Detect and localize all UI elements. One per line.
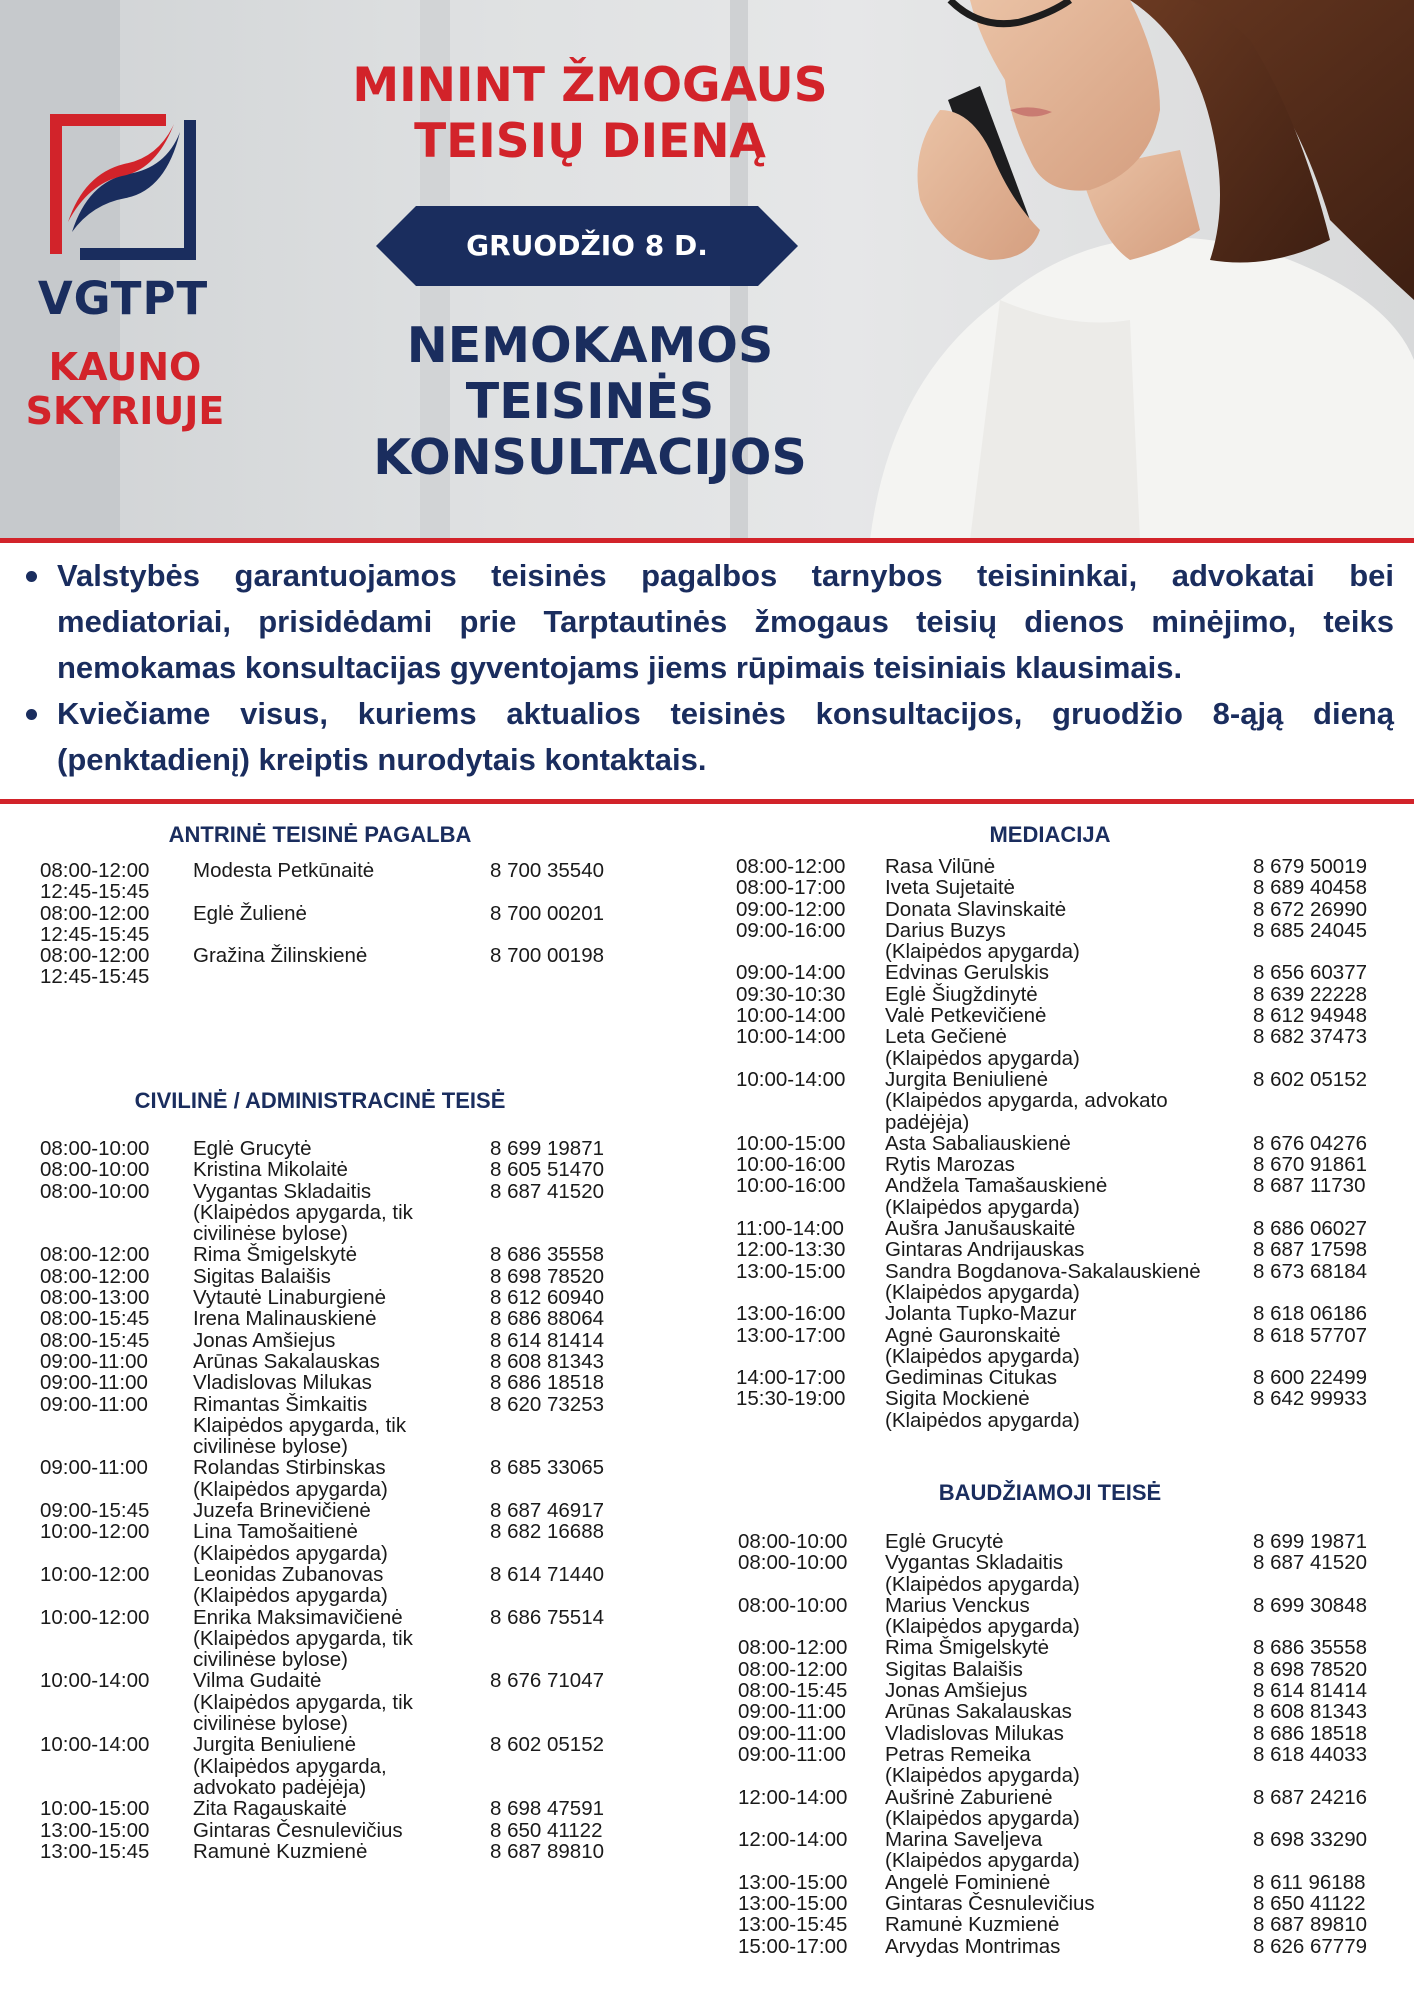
contact-time: 08:00-12:00 12:45-15:45: [40, 901, 150, 946]
contact-name: Aušra Janušauskaitė: [885, 1217, 1076, 1241]
contact-time: 10:00-14:00: [736, 1067, 846, 1091]
contact-phone[interactable]: 8 687 11730: [1253, 1174, 1366, 1198]
contact-time: 08:00-12:00 12:45-15:45: [40, 944, 150, 989]
contact-row: [40, 1244, 640, 1265]
section-title-civiline: CIVILINĖ / ADMINISTRACINĖ TEISĖ: [134, 1088, 506, 1113]
contact-name: Rimantas Šimkaitis Klaipėdos apygarda, tik civilinėse bylose): [193, 1392, 407, 1459]
contact-phone[interactable]: 8 650 41122: [490, 1818, 603, 1842]
contact-name: Sandra Bogdanova-Sakalauskienė (Klaipėdos apygarda): [885, 1259, 1201, 1304]
contact-phone[interactable]: 8 700 35540: [490, 859, 605, 882]
contact-phone[interactable]: 8 686 35558: [490, 1243, 605, 1267]
contact-phone[interactable]: 8 687 24216: [1253, 1785, 1368, 1809]
contact-time: 10:00-12:00: [40, 1520, 150, 1544]
window-frame-left: [0, 0, 120, 540]
contact-row: [736, 1325, 1396, 1368]
contact-row: [40, 1181, 640, 1245]
contact-phone[interactable]: 8 686 06027: [1253, 1217, 1368, 1241]
contact-time: 13:00-15:45: [40, 1839, 150, 1863]
contact-time: 08:00-10:00: [40, 1179, 150, 1203]
contact-row: [40, 1394, 640, 1458]
contact-phone[interactable]: 8 656 60377: [1253, 961, 1368, 985]
intro-list: [22, 553, 1394, 783]
contact-time: 13:00-17:00: [736, 1323, 846, 1347]
contact-phone[interactable]: 8 676 04276: [1253, 1131, 1368, 1155]
contact-name: Juzefa Brinevičienė: [193, 1499, 371, 1523]
contact-row: [40, 1308, 640, 1329]
contact-name: Gediminas Citukas: [885, 1366, 1058, 1390]
logo-text: VGTPT: [37, 272, 209, 325]
contact-row: [736, 1303, 1396, 1324]
contact-time: 08:00-13:00: [40, 1286, 150, 1310]
contact-row: [738, 1680, 1398, 1701]
contact-name: Jurgita Beniulienė (Klaipėdos apygarda, advokato padėjėja): [193, 1733, 387, 1799]
intro-bullet-2: Kviečiame visus, kuriems aktualios teisinės konsultacijos, gruodžio 8-ąją dieną (penktadienį) kreiptis nurodytais kontaktais.: [22, 691, 1394, 783]
contact-row: [736, 1388, 1396, 1431]
contact-name: Vladislovas Milukas: [193, 1371, 372, 1395]
contact-name: Arvydas Montrimas: [885, 1934, 1061, 1958]
contact-row: [738, 1936, 1398, 1957]
contact-time: 08:00-12:00: [738, 1636, 848, 1660]
contact-name: Aušrinė Zaburienė (Klaipėdos apygarda): [885, 1785, 1080, 1830]
branch-label: KAUNO SKYRIUJE: [25, 345, 225, 433]
contact-time: 13:00-16:00: [736, 1302, 846, 1326]
contact-row: [736, 1133, 1396, 1154]
contact-name: Eglė Žulienė: [193, 901, 307, 925]
contact-name: Rima Šmigelskytė: [193, 1243, 358, 1267]
contact-row: [738, 1787, 1398, 1830]
contact-name: Agnė Gauronskaitė (Klaipėdos apygarda): [885, 1323, 1080, 1368]
contact-name: Vilma Gudaitė (Klaipėdos apygarda, tik civilinėse bylose): [193, 1669, 413, 1736]
contact-time: 08:00-10:00: [738, 1593, 848, 1617]
contact-name: Enrika Maksimavičienė (Klaipėdos apygarda, tik civilinėse bylose): [193, 1605, 413, 1672]
contact-phone[interactable]: 8 670 91861: [1253, 1153, 1368, 1177]
contact-row: [40, 1159, 640, 1180]
header-banner: [0, 0, 1414, 540]
contact-phone[interactable]: 8 698 78520: [490, 1264, 605, 1288]
contact-name: Darius Buzys (Klaipėdos apygarda): [885, 918, 1080, 964]
contact-time: 09:00-14:00: [736, 961, 846, 985]
contact-time: 08:00-10:00: [738, 1551, 848, 1575]
contact-time: 12:00-14:00: [738, 1828, 848, 1852]
contact-row: [738, 1893, 1398, 1914]
contact-phone[interactable]: 8 687 17598: [1253, 1238, 1368, 1262]
contact-phone[interactable]: 8 608 81343: [1253, 1700, 1368, 1724]
contact-name: Iveta Sujetaitė: [885, 876, 1015, 900]
contact-name: Kristina Mikolaitė: [193, 1158, 348, 1182]
contact-name: Rima Šmigelskytė: [885, 1636, 1050, 1660]
contact-phone[interactable]: 8 618 06186: [1253, 1302, 1368, 1326]
contact-row: [736, 962, 1396, 983]
contact-phone[interactable]: 8 639 22228: [1253, 982, 1368, 1006]
contact-time: 12:00-14:00: [738, 1785, 848, 1809]
contact-name: Andželа Tamašauskienė (Klaipėdos apygarda): [885, 1174, 1108, 1219]
contact-name: Sigitas Balaišis: [193, 1264, 331, 1288]
contact-row: [736, 1005, 1396, 1026]
contact-row: [40, 1266, 640, 1287]
contact-row: [40, 903, 640, 946]
contact-row: [736, 1261, 1396, 1304]
contact-phone[interactable]: 8 602 05152: [1253, 1067, 1368, 1091]
contact-name: Gintaras Česnulevičius: [885, 1892, 1095, 1916]
contact-name: Ramunė Kuzmienė: [885, 1913, 1060, 1937]
contact-name: Vygantas Skladaitis (Klaipėdos apygarda, tik civilinėse bylose): [193, 1179, 413, 1246]
contact-time: 08:00-15:45: [738, 1679, 848, 1703]
contact-name: Zita Ragauskaitė: [193, 1797, 347, 1821]
contact-time: 08:00-15:45: [40, 1307, 150, 1331]
contact-phone[interactable]: 8 689 40458: [1253, 876, 1368, 900]
event-title: MININT ŽMOGAUS TEISIŲ DIENĄ: [352, 58, 828, 169]
contact-phone[interactable]: 8 686 18518: [1253, 1721, 1368, 1745]
contact-row: [736, 1218, 1396, 1239]
contact-time: 10:00-14:00: [40, 1733, 150, 1757]
contact-name: Asta Sabaliauskienė: [885, 1131, 1071, 1155]
contact-phone[interactable]: 8 618 57707: [1253, 1323, 1368, 1347]
contact-phone[interactable]: 8 699 30848: [1253, 1593, 1368, 1617]
contact-phone[interactable]: 8 642 99933: [1253, 1387, 1368, 1411]
contact-time: 10:00-16:00: [736, 1153, 846, 1177]
contact-name: Jonas Amšiejus: [885, 1679, 1028, 1703]
contact-time: 08:00-12:00: [738, 1657, 848, 1681]
contact-phone[interactable]: 8 682 16688: [490, 1520, 605, 1544]
contact-time: 09:00-11:00: [40, 1349, 148, 1373]
contact-name: Gintaras Andrijauskas: [885, 1238, 1085, 1262]
contact-row: [738, 1595, 1398, 1638]
contact-time: 08:00-10:00: [40, 1158, 150, 1182]
baudziamoji-list: [738, 1531, 1398, 1957]
contact-time: 08:00-15:45: [40, 1328, 150, 1352]
contact-phone[interactable]: 8 612 60940: [490, 1286, 605, 1310]
contact-phone[interactable]: 8 618 44033: [1253, 1742, 1368, 1766]
contact-row: [736, 899, 1396, 920]
contact-name: Jurgita Beniulienė (Klaipėdos apygarda, advokato padėjėja): [885, 1067, 1168, 1134]
contact-phone[interactable]: 8 679 50019: [1253, 855, 1368, 878]
contact-phone[interactable]: 8 650 41122: [1253, 1892, 1366, 1916]
contact-row: [738, 1552, 1398, 1595]
contact-time: 08:00-12:00 12:45-15:45: [40, 859, 150, 904]
contact-name: Marius Venckus (Klaipėdos apygarda): [885, 1593, 1080, 1639]
contact-time: 12:00-13:30: [736, 1238, 846, 1262]
contact-time: 09:30-10:30: [736, 982, 846, 1006]
contact-name: Eglė Šiugždinytė: [885, 982, 1038, 1006]
contact-phone[interactable]: 8 602 05152: [490, 1733, 605, 1757]
contact-phone[interactable]: 8 687 41520: [490, 1179, 605, 1203]
contact-phone[interactable]: 8 700 00198: [490, 944, 605, 968]
contact-row: [736, 877, 1396, 898]
contact-row: [40, 1457, 640, 1500]
divider-middle: [0, 799, 1414, 804]
contact-phone[interactable]: 8 685 24045: [1253, 918, 1368, 942]
contact-name: Ramunė Kuzmienė: [193, 1839, 368, 1863]
contact-row: [738, 1637, 1398, 1658]
contact-name: Gintaras Česnulevičius: [193, 1818, 403, 1842]
contact-row: [40, 1734, 640, 1798]
contact-time: 13:00-15:00: [40, 1818, 150, 1842]
contact-time: 09:00-15:45: [40, 1499, 150, 1523]
contact-time: 14:00-17:00: [736, 1366, 846, 1390]
contact-row: [736, 920, 1396, 963]
contact-row: [738, 1872, 1398, 1893]
contact-row: [40, 1564, 640, 1607]
antrine-list: [40, 860, 640, 988]
contact-name: Lina Tamošaitienė (Klaipėdos apygarda): [193, 1520, 388, 1565]
contact-phone[interactable]: 8 612 94948: [1253, 1004, 1368, 1028]
contact-phone[interactable]: 8 687 89810: [490, 1839, 605, 1863]
contact-phone[interactable]: 8 687 41520: [1253, 1551, 1368, 1575]
contact-row: [40, 1607, 640, 1671]
contact-phone[interactable]: 8 608 81343: [490, 1349, 605, 1373]
contact-name: Edvinas Gerulskis: [885, 961, 1050, 985]
contact-phone[interactable]: 8 682 37473: [1253, 1025, 1368, 1049]
contact-row: [40, 1351, 640, 1372]
intro-bullet-1: Valstybės garantuojamos teisinės pagalbos tarnybos teisininkai, advokatai bei mediatoriai, prisidėdami prie Tarptautinės žmogaus teisių dienos minėjimo, teiks nemokamas konsultacijas gyventojams jiems rūpimais teisiniais klausimais.: [22, 553, 1394, 691]
contact-phone[interactable]: 8 686 88064: [490, 1307, 605, 1331]
contact-phone[interactable]: 8 686 35558: [1253, 1636, 1368, 1660]
contact-phone[interactable]: 8 620 73253: [490, 1392, 605, 1416]
contact-row: [40, 1820, 640, 1841]
contact-phone[interactable]: 8 614 81414: [490, 1328, 605, 1352]
contact-time: 09:00-11:00: [40, 1371, 148, 1395]
contact-name: Sigita Mockienė (Klaipėdos apygarda): [885, 1387, 1080, 1432]
contact-name: Valė Petkevičienė: [885, 1004, 1047, 1028]
contact-name: Arūnas Sakalauskas: [885, 1700, 1072, 1724]
contact-name: Eglė Grucytė: [193, 1137, 312, 1160]
contact-phone[interactable]: 8 687 46917: [490, 1499, 605, 1523]
contact-row: [40, 1798, 640, 1819]
contact-name: Modesta Petkūnaitė: [193, 859, 375, 882]
contact-row: [738, 1723, 1398, 1744]
contact-row: [738, 1914, 1398, 1935]
contact-time: 10:00-15:00: [736, 1131, 846, 1155]
contact-time: 09:00-16:00: [736, 918, 846, 942]
contact-name: Angelė Fominienė: [885, 1870, 1051, 1894]
contact-name: Rytis Marozas: [885, 1153, 1015, 1177]
contact-name: Eglė Grucytė: [885, 1530, 1004, 1553]
contact-name: Sigitas Balaišis: [885, 1657, 1023, 1681]
contact-time: 11:00-14:00: [736, 1217, 844, 1241]
mediacija-list: [736, 856, 1396, 1431]
contact-name: Donata Slavinskaitė: [885, 897, 1067, 921]
contact-time: 09:00-12:00: [736, 897, 846, 921]
contact-name: Rasa Vilūnė: [885, 855, 996, 878]
contact-row: [736, 1154, 1396, 1175]
contact-phone[interactable]: 8 686 75514: [490, 1605, 605, 1629]
contact-time: 13:00-15:00: [736, 1259, 846, 1283]
contact-time: 10:00-12:00: [40, 1562, 150, 1586]
contact-row: [40, 1138, 640, 1159]
contact-name: Vytautė Linaburgienė: [193, 1286, 386, 1310]
contact-phone[interactable]: 8 699 19871: [490, 1137, 605, 1160]
contact-row: [736, 1026, 1396, 1069]
divider-top: [0, 538, 1414, 543]
contact-name: Marina Saveljeva (Klaipėdos apygarda): [885, 1828, 1080, 1873]
contact-time: 10:00-16:00: [736, 1174, 846, 1198]
contact-name: Gražina Žilinskienė: [193, 944, 368, 968]
contact-time: 08:00-12:00: [40, 1243, 150, 1267]
contact-time: 09:00-11:00: [738, 1700, 846, 1724]
contact-row: [40, 1521, 640, 1564]
civiline-list: [40, 1138, 640, 1862]
contact-phone[interactable]: 8 698 78520: [1253, 1657, 1368, 1681]
contact-time: 10:00-14:00: [736, 1004, 846, 1028]
contact-time: 13:00-15:00: [738, 1892, 848, 1916]
contact-row: [40, 1500, 640, 1521]
contact-phone[interactable]: 8 699 19871: [1253, 1530, 1368, 1553]
contact-time: 13:00-15:00: [738, 1870, 848, 1894]
contact-time: 08:00-12:00: [40, 1264, 150, 1288]
contact-name: Jolanta Tupko-Mazur: [885, 1302, 1077, 1326]
vgtpt-logo-icon: [48, 112, 198, 262]
contact-row: [736, 1069, 1396, 1133]
service-title: NEMOKAMOS TEISINĖS KONSULTACIJOS: [373, 317, 807, 486]
contact-row: [40, 1372, 640, 1393]
section-title-baudziamoji: BAUDŽIAMOJI TEISĖ: [938, 1480, 1162, 1505]
contact-row: [738, 1701, 1398, 1722]
contact-row: [40, 1670, 640, 1734]
contact-time: 10:00-12:00: [40, 1605, 150, 1629]
contact-row: [738, 1659, 1398, 1680]
contact-phone[interactable]: 8 600 22499: [1253, 1366, 1368, 1390]
contact-phone[interactable]: 8 698 33290: [1253, 1828, 1368, 1852]
contact-phone[interactable]: 8 685 33065: [490, 1456, 605, 1480]
contact-row: [738, 1829, 1398, 1872]
contact-name: Petras Remeika (Klaipėdos apygarda): [885, 1742, 1080, 1788]
section-title-mediacija: MEDIACIJA: [989, 822, 1111, 847]
contact-time: 09:00-11:00: [738, 1742, 846, 1766]
contact-time: 08:00-12:00: [736, 855, 846, 878]
contact-time: 09:00-11:00: [738, 1721, 846, 1745]
contact-name: Rolandas Stirbinskas (Klaipėdos apygarda): [193, 1456, 388, 1501]
contact-phone[interactable]: 8 614 71440: [490, 1562, 605, 1586]
contact-row: [736, 1367, 1396, 1388]
contact-phone[interactable]: 8 676 71047: [490, 1669, 605, 1693]
contact-row: [736, 1175, 1396, 1218]
contact-phone[interactable]: 8 686 18518: [490, 1371, 605, 1395]
contact-time: 15:00-17:00: [738, 1934, 848, 1958]
contact-row: [738, 1744, 1398, 1787]
contact-phone[interactable]: 8 614 81414: [1253, 1679, 1368, 1703]
contact-phone[interactable]: 8 672 26990: [1253, 897, 1368, 921]
contact-phone[interactable]: 8 687 89810: [1253, 1913, 1368, 1937]
contact-row: [40, 860, 640, 903]
contact-row: [738, 1531, 1398, 1552]
contact-time: 10:00-14:00: [40, 1669, 150, 1693]
contact-time: 09:00-11:00: [40, 1456, 148, 1480]
contact-phone[interactable]: 8 700 00201: [490, 901, 605, 925]
contact-time: 13:00-15:45: [738, 1913, 848, 1937]
contact-phone[interactable]: 8 605 51470: [490, 1158, 605, 1182]
contact-name: Leonidas Zubanovas (Klaipėdos apygarda): [193, 1562, 388, 1608]
contact-name: Vladislovas Milukas: [885, 1721, 1064, 1745]
contact-phone[interactable]: 8 698 47591: [490, 1797, 605, 1821]
contact-time: 08:00-10:00: [738, 1530, 848, 1553]
contact-row: [736, 856, 1396, 877]
contact-time: 10:00-14:00: [736, 1025, 846, 1049]
contact-row: [40, 1841, 640, 1862]
contact-row: [736, 984, 1396, 1005]
contact-time: 09:00-11:00: [40, 1392, 148, 1416]
contact-row: [40, 1330, 640, 1351]
contact-name: Leta Gečienė (Klaipėdos apygarda): [885, 1025, 1080, 1070]
contact-name: Jonas Amšiejus: [193, 1328, 336, 1352]
date-text: GRUODŽIO 8 D.: [466, 229, 708, 262]
contact-phone[interactable]: 8 611 96188: [1253, 1870, 1366, 1894]
contact-row: [40, 1287, 640, 1308]
contact-time: 08:00-17:00: [736, 876, 846, 900]
contact-row: [40, 945, 640, 988]
contact-time: 15:30-19:00: [736, 1387, 846, 1411]
contact-row: [736, 1239, 1396, 1260]
woman-on-phone-photo: [830, 0, 1414, 540]
date-banner: [376, 206, 798, 286]
contact-name: Arūnas Sakalauskas: [193, 1349, 380, 1373]
contact-time: 10:00-15:00: [40, 1797, 150, 1821]
contact-name: Vygantas Skladaitis (Klaipėdos apygarda): [885, 1551, 1080, 1596]
contact-phone[interactable]: 8 673 68184: [1253, 1259, 1368, 1283]
contact-name: Irena Malinauskienė: [193, 1307, 377, 1331]
section-title-antrine: ANTRINĖ TEISINĖ PAGALBA: [168, 822, 472, 847]
contact-time: 08:00-10:00: [40, 1137, 150, 1160]
contact-phone[interactable]: 8 626 67779: [1253, 1934, 1368, 1958]
